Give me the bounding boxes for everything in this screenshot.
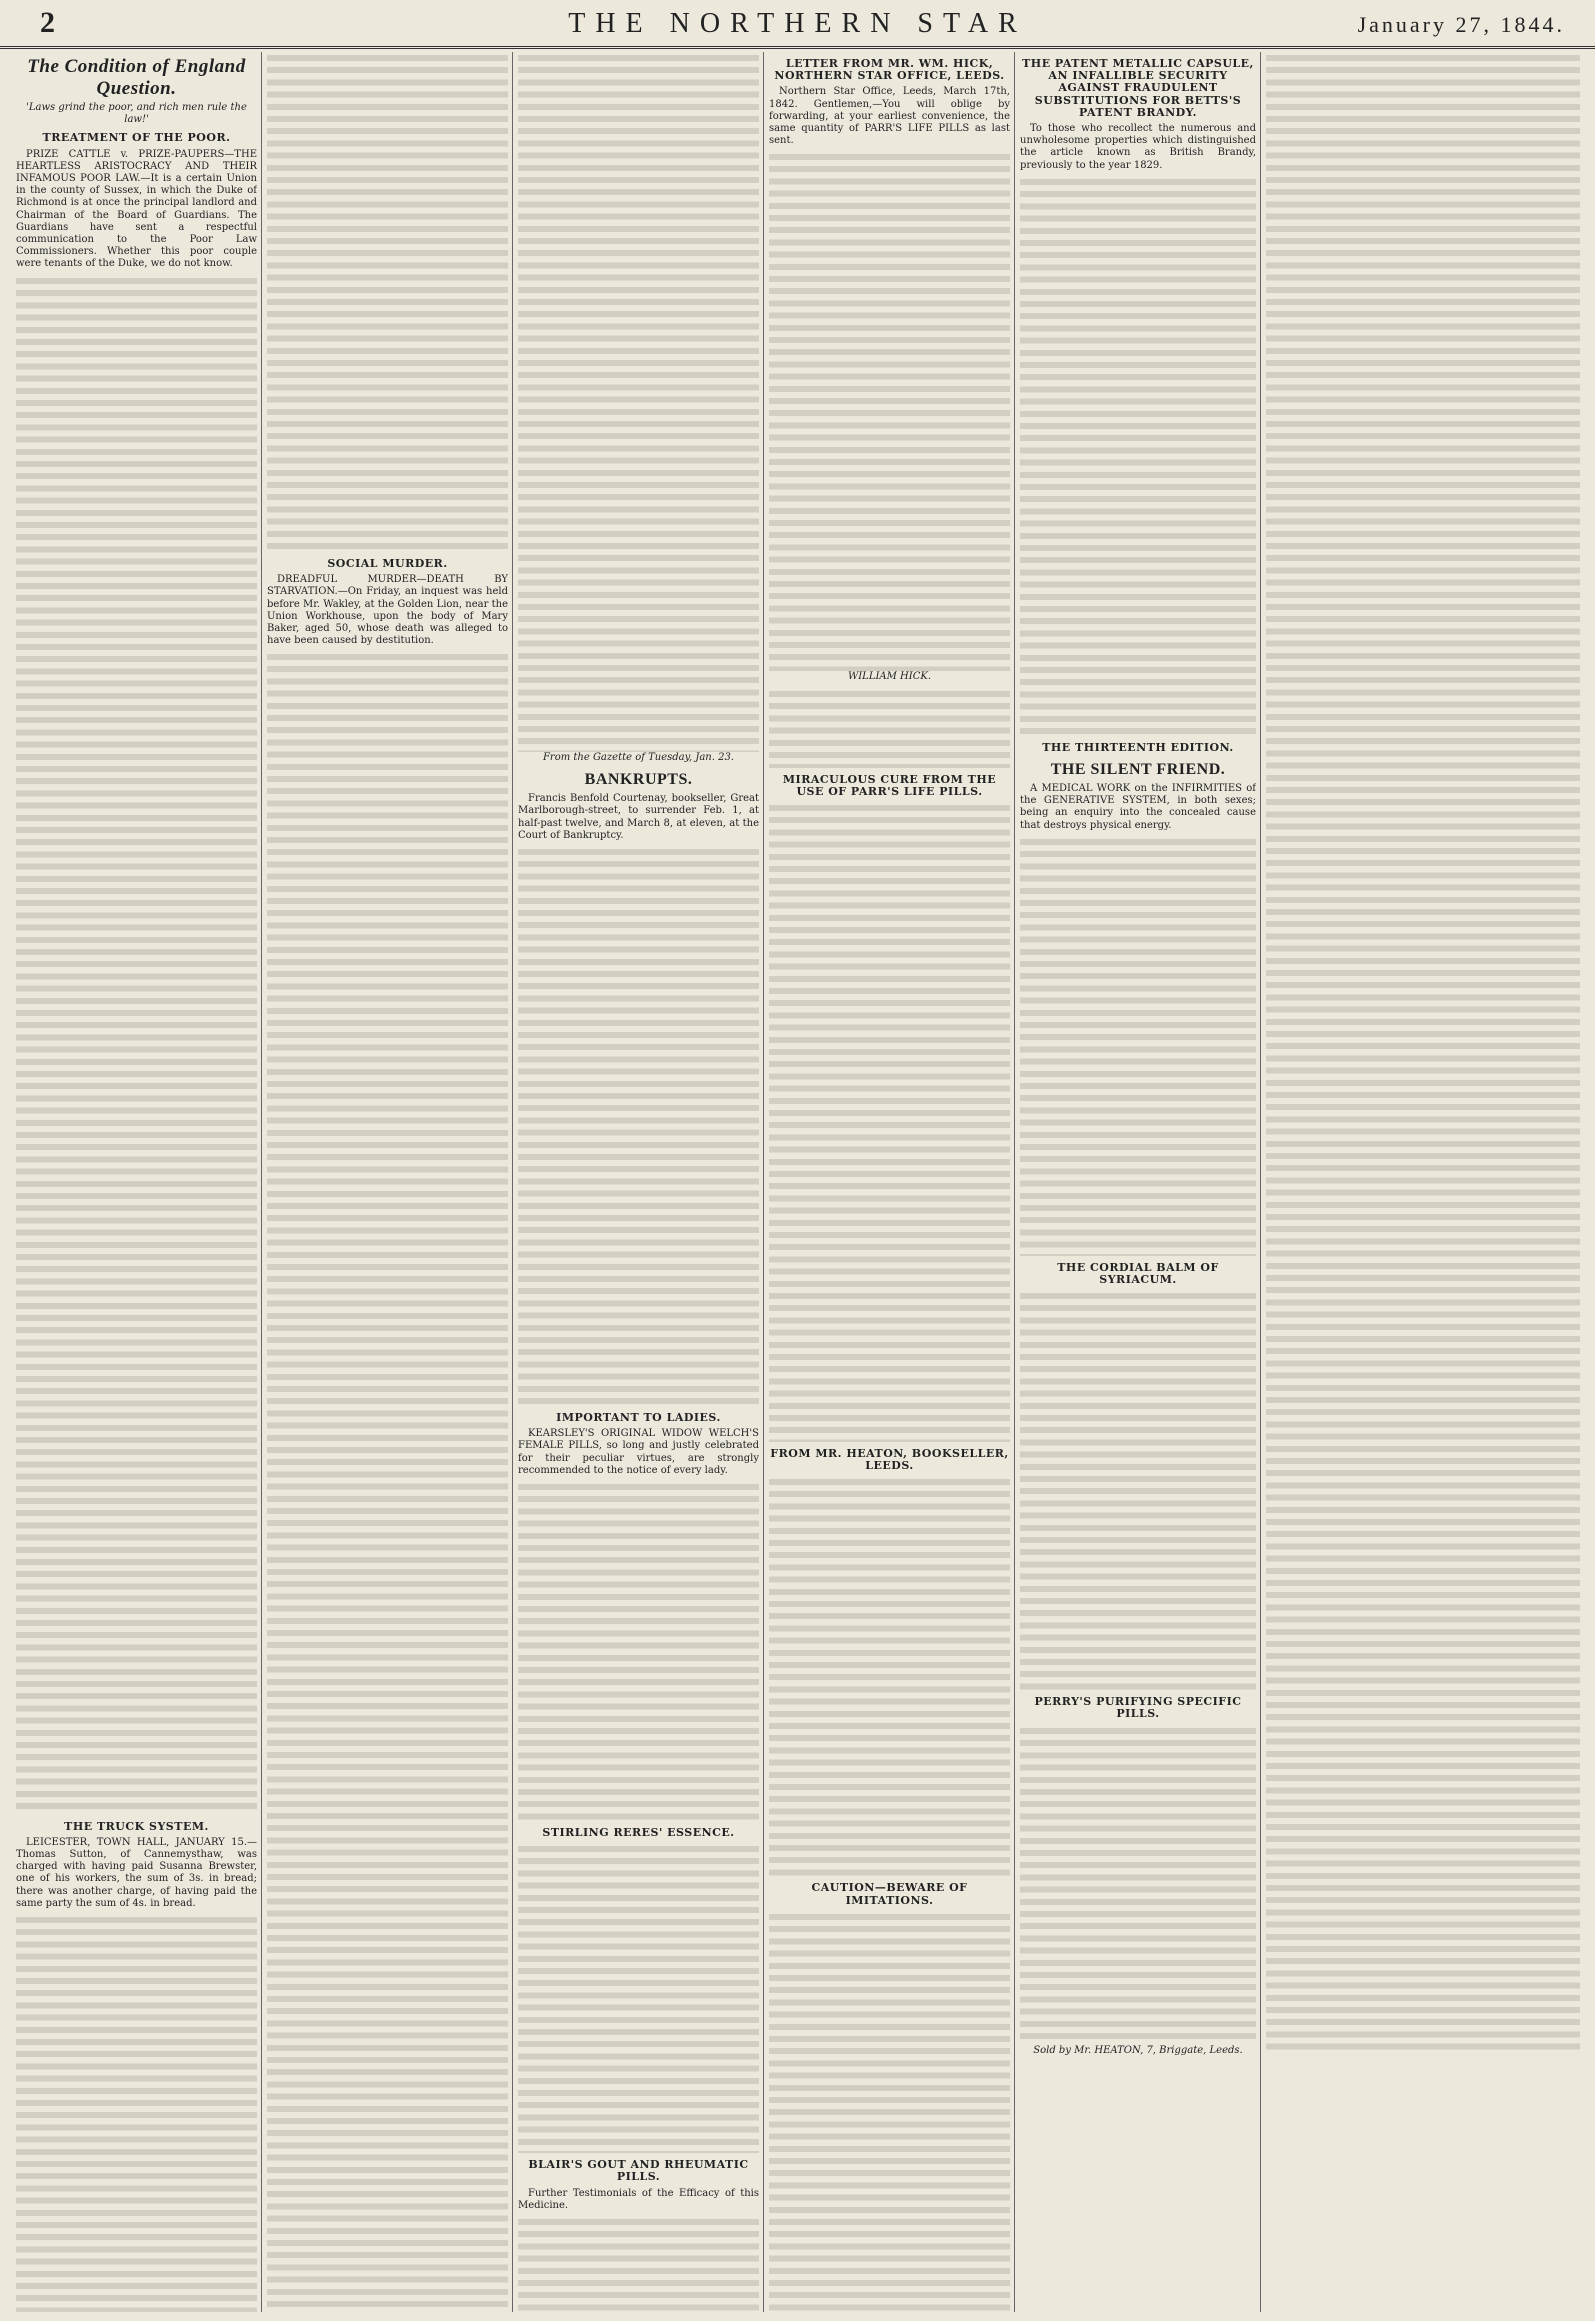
article-text: To those who recollect the numerous and unwholesome properties which distinguished the article known as British Brandy, previously to the year 1829.: [1020, 123, 1256, 171]
column-2: [267, 52, 508, 2312]
text-body: [769, 151, 1010, 671]
text-body: [1020, 1290, 1256, 1690]
section-heading: STIRLING RERES' ESSENCE.: [542, 1826, 735, 1840]
section-heading: SOCIAL MURDER.: [327, 557, 448, 570]
section-heading: PERRY'S PURIFYING SPECIFIC PILLS.: [1034, 1695, 1242, 1721]
column-3: [518, 52, 759, 2312]
text-body: [518, 1481, 759, 1821]
article-text: Northern Star Office, Leeds, March 17th, 1842. Gentlemen,—You will oblige by forwarding, at your earliest convenience, the same quantity of PARR'S LIFE PILLS as last sent.: [769, 86, 1010, 147]
section-heading: THE THIRTEENTH EDITION.: [1042, 740, 1234, 754]
section-heading: THE SILENT FRIEND.: [1050, 761, 1226, 779]
column-5: [1020, 52, 1256, 2312]
column-4: [769, 52, 1010, 2312]
article-text: PRIZE CATTLE v. PRIZE-PAUPERS—THE HEARTLESS ARISTOCRACY AND THEIR INFAMOUS POOR LAW.—It is a certain Union in the county of Sussex, in which the Duke of Richmond is at once the principal landlord and Chairman of the Board of Guardians. The Guardians have sent a respectful communication to the Poor Law Commissioners. Whether this poor couple were tenants of the Duke, we do not know.: [16, 148, 257, 270]
text-body: [1020, 176, 1256, 736]
text-body: [518, 1843, 759, 2153]
text-body: [518, 52, 759, 752]
footer-line: Sold by Mr. HEATON, 7, Briggate, Leeds.: [1033, 2044, 1243, 2056]
newspaper-title: THE NORTHERN STAR: [568, 8, 1027, 39]
text-body: [16, 1914, 257, 2312]
article-text: LEICESTER, TOWN HALL, JANUARY 15.—Thomas Sutton, of Cannemysthaw, was charged with having paid Susanna Brewster, one of his workers, the sum of 3s. in bread; there was another charge, of having paid the same party the sum of 4s. in bread.: [16, 1836, 257, 1909]
issue-date: January 27, 1844.: [1357, 12, 1565, 37]
article-text: Further Testimonials of the Efficacy of this Medicine.: [518, 2187, 759, 2211]
epigraph: 'Laws grind the poor, and rich men rule the law!': [26, 102, 247, 126]
text-body: [1020, 1725, 1256, 2045]
article-text: A MEDICAL WORK on the INFIRMITIES of the GENERATIVE SYSTEM, in both sexes; being an enquiry into the concealed cause that destroys physical energy.: [1020, 783, 1256, 831]
source-line: From the Gazette of Tuesday, Jan. 23.: [542, 752, 734, 763]
text-body: [769, 1476, 1010, 1876]
section-heading: CAUTION—BEWARE OF IMITATIONS.: [811, 1881, 968, 1907]
text-body: [518, 2216, 759, 2312]
section-heading: MIRACULOUS CURE FROM THE USE OF PARR'S LIFE PILLS.: [782, 772, 997, 798]
text-body: [518, 846, 759, 1406]
section-heading: FROM MR. HEATON, BOOKSELLER, LEEDS.: [770, 1447, 1009, 1473]
column-rule: [763, 52, 764, 2312]
page-number: 2: [40, 6, 55, 39]
text-body: [769, 688, 1010, 768]
text-body: [1020, 836, 1256, 1256]
section-heading: LETTER FROM MR. WM. HICK, NORTHERN STAR OFFICE, LEEDS.: [774, 57, 1005, 83]
section-heading: THE TRUCK SYSTEM.: [64, 1819, 209, 1833]
column-rule: [512, 52, 513, 2312]
text-body: [1266, 52, 1580, 2052]
section-heading: THE CORDIAL BALM OF SYRIACUM.: [1057, 1260, 1219, 1287]
section-heading: BANKRUPTS.: [584, 771, 693, 789]
text-body: [16, 275, 257, 1815]
section-heading: TREATMENT OF THE POOR.: [42, 131, 231, 145]
column-rule: [1260, 52, 1261, 2312]
article-heading: The Condition of England Question.: [27, 56, 246, 99]
article-text: DREADFUL MURDER—DEATH BY STARVATION.—On Friday, an inquest was held before Mr. Wakley, at the Golden Lion, near the Union Workhouse, upon the body of Mary Baker, aged 50, whose death was alleged to have been caused by destitution.: [267, 574, 508, 647]
signature: WILLIAM HICK.: [847, 671, 932, 683]
text-body: [267, 52, 508, 552]
section-heading: BLAIR'S GOUT AND RHEUMATIC PILLS.: [528, 2158, 749, 2184]
column-rule: [261, 52, 262, 2312]
text-body: [769, 1911, 1010, 2312]
section-heading: IMPORTANT TO LADIES.: [556, 1411, 721, 1425]
article-text: KEARSLEY'S ORIGINAL WIDOW WELCH'S FEMALE PILLS, so long and justly celebrated for their peculiar virtues, are strongly recommended to the notice of every lady.: [518, 1428, 759, 1476]
article-text: Francis Benfold Courtenay, bookseller, Great Marlborough-street, to surrender Feb. 1, at half-past twelve, and March 8, at eleven, at the Court of Bankruptcy.: [518, 793, 759, 841]
column-rule: [1014, 52, 1015, 2312]
column-6: [1266, 52, 1580, 2312]
masthead: [0, 0, 1595, 49]
column-1: [16, 52, 257, 2312]
text-body: [267, 651, 508, 2312]
section-heading: THE PATENT METALLIC CAPSULE, AN INFALLIBLE SECURITY AGAINST FRAUDULENT SUBSTITUTIONS FOR BETTS'S PATENT BRANDY.: [1022, 57, 1254, 119]
text-body: [769, 802, 1010, 1442]
